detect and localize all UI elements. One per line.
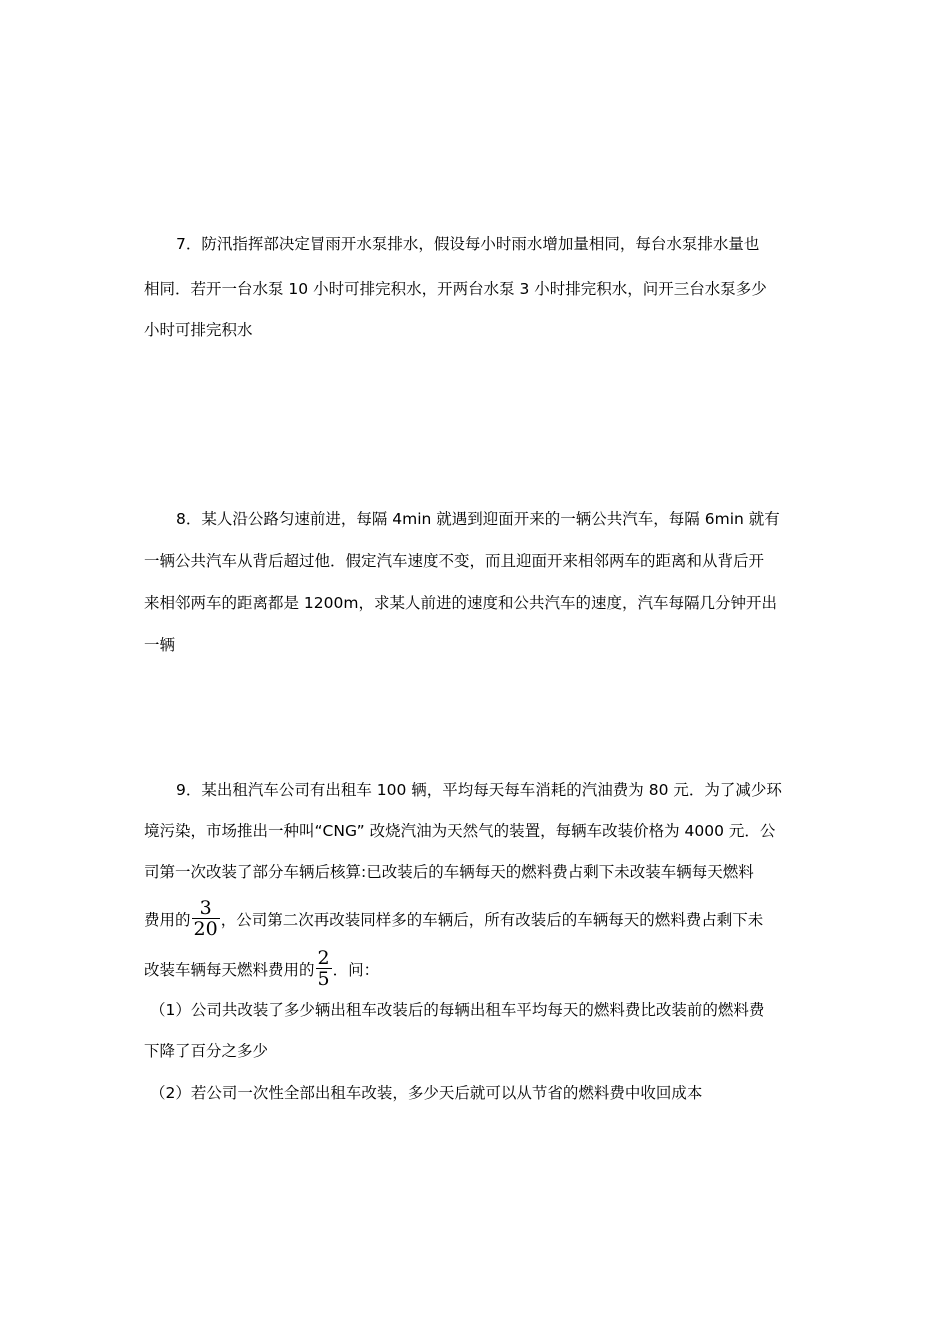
problem-9-line-3: 司第一次改装了部分车辆后核算:已改装后的车辆每天的燃料费占剩下未改装车辆每天燃料 <box>144 863 754 881</box>
problem-9-line-5 <box>144 947 380 991</box>
problem-8-line-3: 来相邻两车的距离都是 1200m，求某人前进的速度和公共汽车的速度，汽车每隔几分钟开出 <box>144 594 777 612</box>
fraction-denominator: 5 <box>317 968 330 990</box>
problem-8-line-2: 一辆公共汽车从背后超过他．假定汽车速度不变，而且迎面开来相邻两车的距离和从背后开 <box>144 552 765 570</box>
fraction-three-twentieths <box>192 898 220 939</box>
problem-7-line-2: 相同．若开一台水泵 10 小时可排完积水，开两台水泵 3 小时排完积水，问开三台水泵多少 <box>144 280 767 298</box>
fraction-numerator: 3 <box>199 897 212 919</box>
problem-7-line-1: 7．防汛指挥部决定冒雨开水泵排水，假设每小时雨水增加量相同，每台水泵排水量也 <box>176 235 760 253</box>
problem-9-line-4 <box>144 897 764 941</box>
fraction-numerator: 2 <box>317 947 330 969</box>
problem-9-line-1: 9．某出租汽车公司有出租车 100 辆，平均每天每车消耗的汽油费为 80 元．为了减少环 <box>176 781 782 799</box>
fraction-two-fifths <box>316 948 332 989</box>
problem-8-line-4: 一辆 <box>144 636 176 654</box>
fraction-denominator: 20 <box>193 918 218 940</box>
line-5-text-before: 改装车辆每天燃料费用的 <box>144 961 315 979</box>
line-5-text-after: ．问： <box>332 961 380 979</box>
question-2: （2）若公司一次性全部出租车改装，多少天后就可以从节省的燃料费中收回成本 <box>150 1084 703 1102</box>
question-1-line-2: 下降了百分之多少 <box>144 1042 269 1060</box>
problem-8-line-1: 8．某人沿公路匀速前进，每隔 4min 就遇到迎面开来的一辆公共汽车，每隔 6min 就有 <box>176 510 780 528</box>
problem-9-line-2: 境污染，市场推出一种叫“CNG” 改烧汽油为天然气的装置，每辆车改装价格为 4000 元．公 <box>144 822 776 840</box>
problem-7-line-3: 小时可排完积水 <box>144 321 253 339</box>
question-1-line-1: （1）公司共改装了多少辆出租车改装后的每辆出租车平均每天的燃料费比改装前的燃料费 <box>150 1001 765 1019</box>
line-4-text-after: ，公司第二次再改装同样多的车辆后，所有改装后的车辆每天的燃料费占剩下未 <box>220 911 764 929</box>
line-4-text-before: 费用的 <box>144 911 191 929</box>
